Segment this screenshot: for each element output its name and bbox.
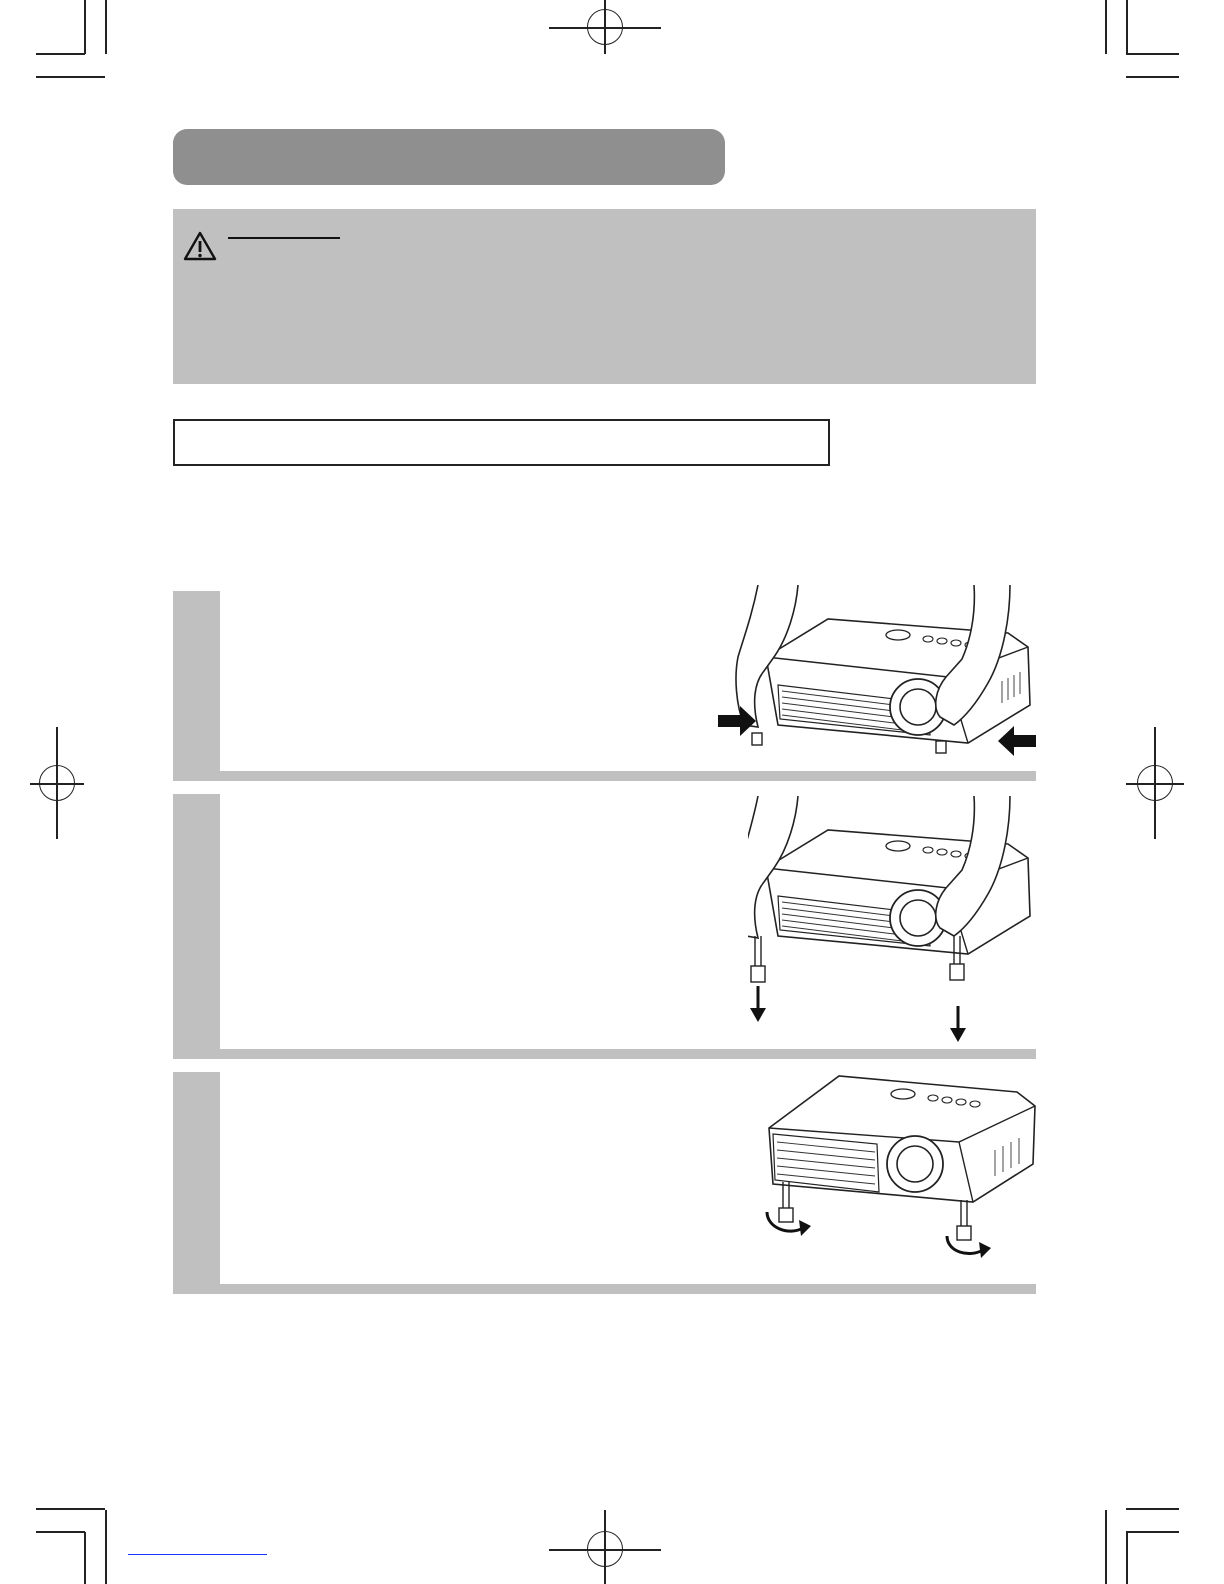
step-1-tab	[173, 591, 220, 781]
step-2-tab	[173, 794, 220, 1059]
step-1-rule	[173, 771, 1036, 781]
step-3-tab	[173, 1072, 220, 1294]
section-heading-box	[173, 419, 830, 466]
step-3	[173, 1072, 1036, 1294]
projector-hands-press-buttons-illustration	[718, 585, 1036, 765]
step-2-rule	[173, 1049, 1036, 1059]
warning-triangle-icon	[183, 231, 217, 261]
caution-box	[173, 209, 1036, 384]
footer-link-underline[interactable]	[128, 1554, 267, 1555]
section-title-bar	[173, 129, 725, 185]
step-3-rule	[173, 1284, 1036, 1294]
projector-feet-extend-illustration	[748, 796, 1036, 1046]
step-1	[173, 591, 1036, 781]
caution-label-underline	[228, 237, 340, 239]
step-2	[173, 794, 1036, 1059]
projector-feet-rotate-illustration	[763, 1072, 1036, 1262]
